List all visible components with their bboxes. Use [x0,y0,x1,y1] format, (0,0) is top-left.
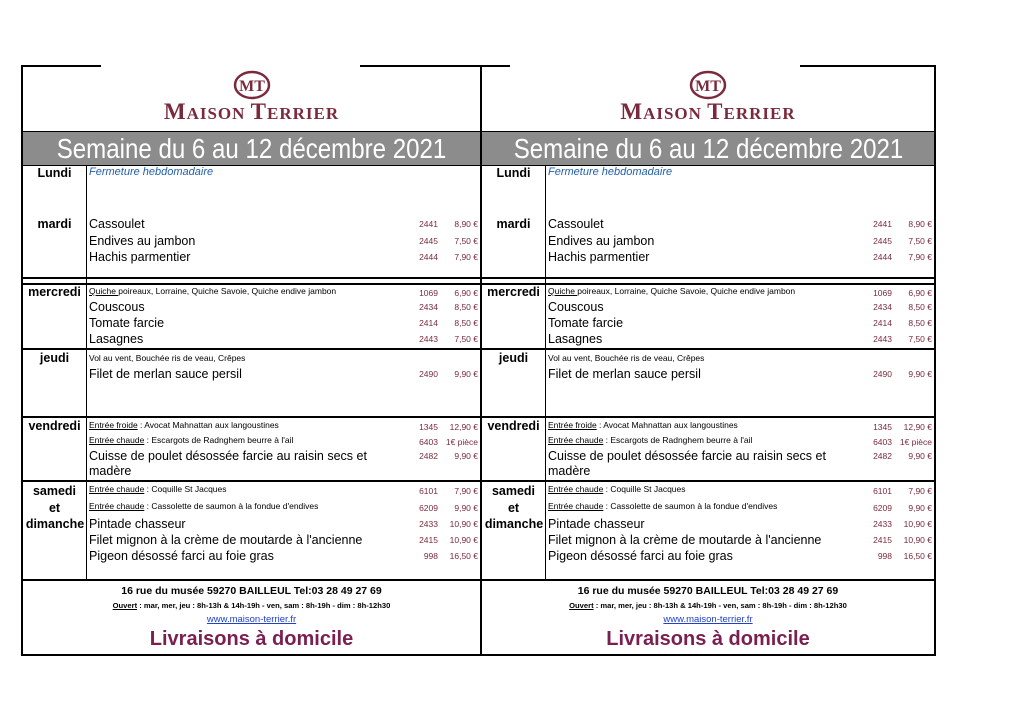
day-weekend: samedi et dimanche Entrée chaude : Coquille St Jacques 6101 7,90 € Entrée chaude : Cassolette de saumon à la fondue d'endives 6209 9,90 € Pintade chasseur 2433 10,90 € Filet mignon à la crème de moutarde à l'ancienne 2415 10,90 € Pigeon désossé farci au foie gras 998 16,50 € [482,482,934,581]
top-border-segment [800,65,936,67]
mt-monogram-icon [689,70,727,100]
day-label: mardi [496,217,531,231]
delivery-banner: Livraisons à domicile [606,628,810,650]
day-label: et [507,501,520,515]
day-label: dimanche [25,517,85,531]
day-label: mardi [37,217,72,231]
brand-logo [23,67,480,129]
brand-logo [482,67,934,129]
closure-note: Fermeture hebdomadaire [548,166,673,178]
brand-name: MAISON TERRIER [620,99,796,124]
day-vendredi: vendredi Entrée froide : Avocat Mahnattan aux langoustines 1345 12,90 € Entrée chaude : Escargots de Radnghem beurre à l'ail 6403 1€ pièce Cuisse de poulet désossée farcie au raisin secs et madère 2482 9,90 € [23,418,480,482]
day-label: vendredi [28,419,81,433]
day-weekend: samedi et dimanche Entrée chaude : Coquille St Jacques 6101 7,90 € Entrée chaude : Cassolette de saumon à la fondue d'endives 6209 9,90 € Pintade chasseur 2433 10,90 € Filet mignon à la crème de moutarde à l'ancienne 2415 10,90 € Pigeon désossé farci au foie gras 998 16,50 € [23,482,480,581]
svg-text:MT: MT [238,78,265,95]
day-label: mercredi [28,285,81,299]
top-border-segment [480,65,510,67]
day-label: dimanche [484,517,544,531]
day-label: jeudi [498,351,529,365]
opening-hours: Ouvert : mar, mer, jeu : 8h-13h & 14h-19h - ven, sam : 8h-19h - dim : 8h-12h30 [112,601,391,610]
week-banner: Semaine du 6 au 12 décembre 2021 [482,131,934,166]
day-mardi: mardi Cassoulet 2441 8,90 € Endives au jambon 2445 7,50 € Hachis parmentier 2444 7,90 € [23,215,480,284]
shop-footer [23,581,480,654]
day-mardi-border [482,215,934,285]
day-mercredi: mercredi Quiche poireaux, Lorraine, Quiche Savoie, Quiche endive jambon 1069 6,90 € Couscous 2434 8,50 € Tomate farcie 2414 8,50 € Lasagnes 2443 7,50 € [482,285,934,350]
day-label: samedi [491,484,536,498]
day-vendredi: vendredi Entrée froide : Avocat Mahnattan aux langoustines 1345 12,90 € Entrée chaude : Escargots de Radnghem beurre à l'ail 6403 1€ pièce Cuisse de poulet désossée farcie au raisin secs et madère 2482 9,90 € [482,418,934,482]
day-mardi: mardi Cassoulet 2441 8,90 € Endives au jambon 2445 7,50 € Hachis parmentier 2444 7,90 € [482,215,934,284]
day-jeudi: jeudi Vol au vent, Bouchée ris de veau, Crêpes Filet de merlan sauce persil 2490 9,90 € [23,350,480,418]
week-banner: Semaine du 6 au 12 décembre 2021 [23,131,480,166]
day-label: Lundi [496,166,531,180]
day-label: jeudi [39,351,70,365]
menu-panel-left [21,65,480,656]
website-link[interactable]: www.maison-terrier.fr [206,614,297,625]
day-label: samedi [32,484,77,498]
day-mercredi: mercredi Quiche poireaux, Lorraine, Quiche Savoie, Quiche endive jambon 1069 6,90 € Couscous 2434 8,50 € Tomate farcie 2414 8,50 € Lasagnes 2443 7,50 € [23,285,480,350]
menu-panel-right [480,65,936,656]
opening-hours: Ouvert : mar, mer, jeu : 8h-13h & 14h-19h - ven, sam : 8h-19h - dim : 8h-12h30 [569,601,847,610]
shop-footer [482,581,934,654]
top-border-segment [360,65,480,67]
day-label: vendredi [487,419,540,433]
delivery-banner: Livraisons à domicile [149,628,354,650]
day-label: Lundi [37,166,72,180]
top-border-segment [21,65,101,67]
mt-monogram-icon [233,70,271,100]
shop-address: 16 rue du musée 59270 BAILLEUL Tel:03 28 49 27 69 [121,585,382,597]
shop-address: 16 rue du musée 59270 BAILLEUL Tel:03 28 49 27 69 [577,585,839,597]
closure-note: Fermeture hebdomadaire [89,166,214,178]
day-mardi-border [23,215,480,285]
website-link[interactable]: www.maison-terrier.fr [663,614,753,625]
brand-name: MAISON TERRIER [163,99,340,124]
svg-text:MT: MT [695,78,721,95]
day-label: mercredi [487,285,540,299]
day-jeudi: jeudi Vol au vent, Bouchée ris de veau, Crêpes Filet de merlan sauce persil 2490 9,90 € [482,350,934,418]
day-label: et [48,501,61,515]
